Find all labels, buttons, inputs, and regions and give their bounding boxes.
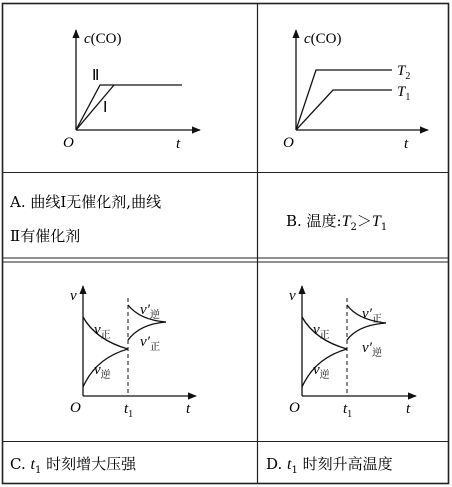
panel-d-v-forward-label: $v_正$ xyxy=(313,322,330,341)
panel-d-origin-label: O xyxy=(289,400,300,416)
panel-a-caption-line2: Ⅱ有催化剂 xyxy=(10,227,81,245)
panel-d-y-axis-label: v xyxy=(289,288,296,304)
panel-c-v-prime-reverse-label: $v'_逆$ xyxy=(140,302,160,321)
panel-d-v-prime-reverse-label: $v'_逆$ xyxy=(362,340,382,359)
panel-a-curve-ii-label: Ⅱ xyxy=(92,68,100,84)
panel-a-graph xyxy=(63,30,200,152)
panel-d-graph xyxy=(289,286,416,420)
panel-b-origin-label: O xyxy=(283,135,294,151)
panel-c-caption-text: C. $t_1$ 时刻增大压强 xyxy=(10,455,137,476)
panel-b-x-axis-label: t xyxy=(404,136,409,152)
panel-b-graph xyxy=(283,30,428,152)
panel-b-caption-text: B. 温度$:T_2>T_1$ xyxy=(286,212,388,233)
panel-d-caption-text: D. $t_1$ 时刻升高温度 xyxy=(266,455,393,476)
panel-b-y-axis-label: c(CO) xyxy=(304,31,342,47)
panel-c-t1-label: $t_1$ xyxy=(124,401,134,420)
panel-d-v-reverse-curve xyxy=(302,349,347,387)
panel-d-v-prime-reverse-curve xyxy=(347,323,386,340)
panel-c-caption xyxy=(10,455,137,476)
panel-d-caption xyxy=(266,455,393,476)
panel-c-graph xyxy=(70,286,196,420)
panel-a-origin-label: O xyxy=(63,135,74,151)
panel-c-v-prime-forward-label: $v'_正$ xyxy=(140,334,160,353)
panel-d-v-reverse-label: $v_逆$ xyxy=(313,362,330,381)
panel-a-x-axis-label: t xyxy=(176,136,181,152)
panel-a-curve-ii xyxy=(76,85,182,130)
panel-d-v-prime-forward-label: $v'_正$ xyxy=(362,306,382,325)
panel-c-y-axis-label: v xyxy=(70,288,77,304)
panel-c-v-reverse-curve xyxy=(83,349,128,387)
panel-b-caption xyxy=(286,212,387,233)
panel-c-x-axis-label: t xyxy=(186,401,191,417)
panel-b-curve-t1-label: $T_1$ xyxy=(397,84,411,103)
panel-a-y-axis-label: c(CO) xyxy=(84,31,122,47)
panel-a-curve-i-label: Ⅰ xyxy=(103,100,108,116)
panel-c-origin-label: O xyxy=(70,400,81,416)
panel-b-curve-t1 xyxy=(296,90,392,130)
panel-d-x-axis-label: t xyxy=(406,401,411,417)
panel-b-curve-t2 xyxy=(296,70,392,130)
panel-a-curve-i xyxy=(76,85,114,130)
panel-a-caption xyxy=(9,193,161,245)
panel-a-caption-line1: A. 曲线Ⅰ无催化剂,曲线 xyxy=(10,193,162,211)
panel-d-t1-label: $t_1$ xyxy=(343,401,353,420)
panel-c-v-reverse-label: $v_逆$ xyxy=(94,362,111,381)
panel-b-curve-t2-label: $T_2$ xyxy=(397,63,411,82)
panel-c-v-forward-label: $v_正$ xyxy=(94,322,111,341)
